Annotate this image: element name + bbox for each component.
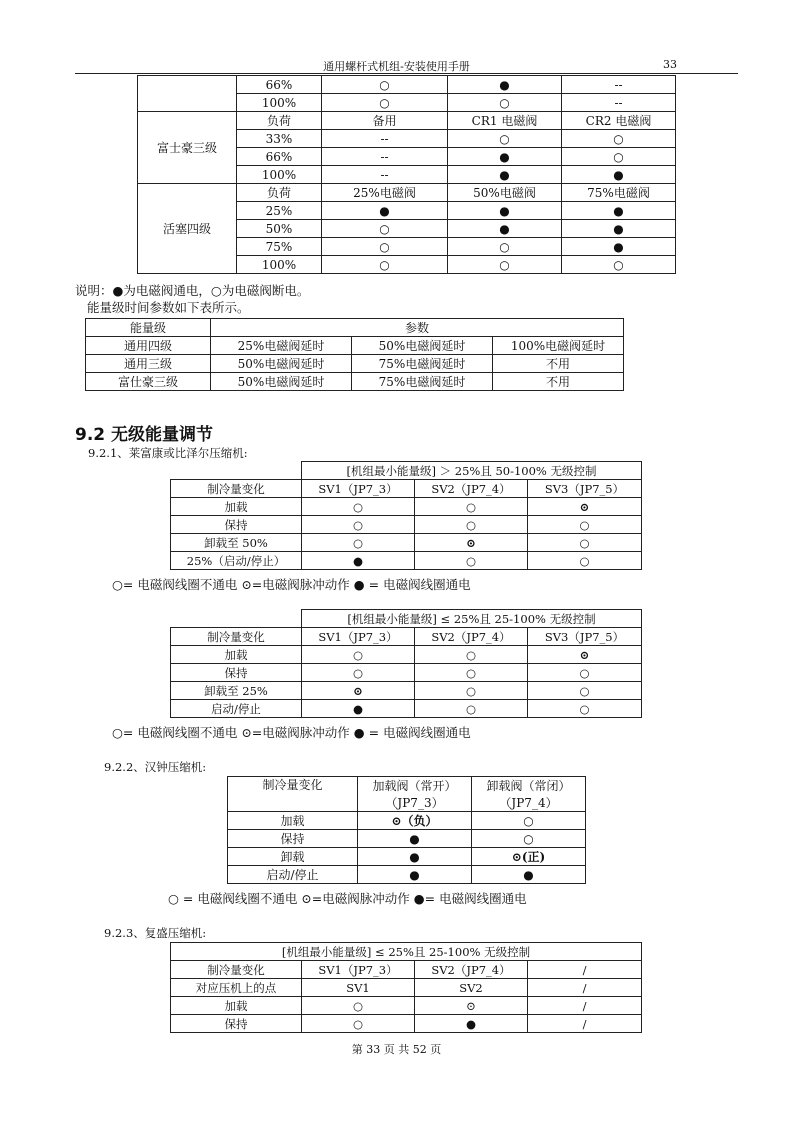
table-cell: 加载 (171, 997, 302, 1015)
table-row (171, 480, 642, 498)
table-cell: ○ (528, 516, 642, 534)
table-row (171, 516, 642, 534)
table-header-cell: SV2（JP7_4） (415, 961, 528, 979)
table-row (138, 184, 676, 202)
table-cell: ● (448, 148, 562, 166)
energy-timing-table (85, 318, 624, 391)
table-cell: 卸载至 25% (171, 682, 302, 700)
table-cell: ○ (472, 830, 586, 848)
table-cell: ● (448, 220, 562, 238)
table-cell: ○ (322, 256, 448, 274)
table-cell: 加载 (171, 498, 302, 516)
table-cell: ○ (322, 94, 448, 112)
section-title: 9.2 无级能量调节 (75, 425, 214, 445)
table-cell: 50%电磁阀延时 (211, 373, 352, 391)
table-cell: ⊙ (302, 682, 415, 700)
table-cell: ○ (415, 700, 528, 718)
table-row (86, 355, 624, 373)
table-cell: 负荷 (237, 112, 322, 130)
header-rule (75, 73, 738, 74)
table-cell: 50%电磁阀 (448, 184, 562, 202)
table-cell: ● (562, 238, 676, 256)
subsection-title: 9.2.1、莱富康或比泽尔压缩机: (88, 446, 248, 460)
table-row (228, 777, 586, 795)
table-header-cell: SV1（JP7_3） (302, 628, 415, 646)
table-cell: 保持 (171, 516, 302, 534)
table-header-cell: 制冷量变化 (171, 628, 302, 646)
table-cell: ● (562, 166, 676, 184)
table-cell: ○ (448, 94, 562, 112)
table-header-cell: 加载阀（常开） (358, 777, 472, 795)
table-cell: ○ (322, 76, 448, 94)
page-footer: 第 33 页 共 52 页 (351, 1043, 442, 1056)
subsection-title: 9.2.2、汉钟压缩机: (104, 760, 207, 774)
table-cell: 卸载至 50% (171, 534, 302, 552)
table-cell: ○ (302, 997, 415, 1015)
table-cell: ○ (415, 682, 528, 700)
table-row (171, 534, 642, 552)
table-row (171, 664, 642, 682)
table-header-cell: 制冷量变化 (228, 777, 358, 812)
table-cell: SV2 (415, 979, 528, 997)
table-cell: 100% (237, 166, 322, 184)
table-cell: / (528, 979, 642, 997)
table-cell: 备用 (322, 112, 448, 130)
table-cell: ○ (448, 256, 562, 274)
table-cell: ⊙ (528, 646, 642, 664)
table-cell: 100% (237, 256, 322, 274)
table-cell: 通用三级 (86, 355, 211, 373)
table-header-cell: SV3（JP7_5） (528, 480, 642, 498)
table-cell: SV1 (302, 979, 415, 997)
table-cell: ⊙ (415, 534, 528, 552)
table-row (228, 848, 586, 866)
table-row (171, 979, 642, 997)
group-label-fuji: 富士豪三级 (138, 112, 237, 184)
table-cell: / (528, 997, 642, 1015)
table-row (171, 943, 642, 961)
legend-line: ○= 电磁阀线圈不通电 ⊙=电磁阀脉冲动作 ● = 电磁阀线圈通电 (112, 577, 471, 592)
table-row (171, 997, 642, 1015)
table-cell: 保持 (171, 1015, 302, 1033)
table-cell: 75%电磁阀 (562, 184, 676, 202)
table-cell: -- (562, 94, 676, 112)
table-cell: ○ (472, 812, 586, 830)
table-cell: 对应压机上的点 (171, 979, 302, 997)
running-header-page-number: 33 (663, 58, 677, 71)
table-row (138, 112, 676, 130)
table-title-cell: [机组最小能量级] ≤ 25%且 25-100% 无级控制 (302, 610, 642, 628)
table-cell: ● (302, 700, 415, 718)
table-cell: ● (562, 202, 676, 220)
table-cell: ● (472, 866, 586, 884)
table-row (171, 498, 642, 516)
table-cell: 100% (237, 94, 322, 112)
table-row (171, 552, 642, 570)
table-cell: ⊙ (528, 498, 642, 516)
table-cell: ○ (302, 1015, 415, 1033)
table-header-cell: 制冷量变化 (171, 480, 302, 498)
table-cell: 66% (237, 76, 322, 94)
table-cell: ○ (415, 516, 528, 534)
table-cell: ⊙ (415, 997, 528, 1015)
table-header-cell: SV1（JP7_3） (302, 480, 415, 498)
table-cell: 加载 (171, 646, 302, 664)
table-cell: 启动/停止 (228, 866, 358, 884)
table-title-cell: [机组最小能量级] ≤ 25%且 25-100% 无级控制 (171, 943, 642, 961)
table-cell: 33% (237, 130, 322, 148)
table-cell: 75%电磁阀延时 (352, 355, 493, 373)
table-row (86, 319, 624, 337)
table-cell: 25%（启动/停止） (171, 552, 302, 570)
table-cell: ○ (528, 664, 642, 682)
table-row (171, 1015, 642, 1033)
table-cell: ○ (562, 256, 676, 274)
table-cell: ○ (415, 646, 528, 664)
subsection-title: 9.2.3、复盛压缩机: (104, 926, 207, 940)
table-cell: ○ (322, 238, 448, 256)
table-cell: ○ (448, 130, 562, 148)
table-row (171, 628, 642, 646)
table-cell: 不用 (493, 355, 624, 373)
table-header-cell: SV1（JP7_3） (302, 961, 415, 979)
table-header-cell: / (528, 961, 642, 979)
table-header-cell: （JP7_4） (472, 794, 586, 812)
table-row (171, 961, 642, 979)
table-cell: ○ (562, 148, 676, 166)
table-cell: ● (448, 166, 562, 184)
table-cell: ○ (528, 534, 642, 552)
table-cell: ○ (302, 498, 415, 516)
legend-line: ○= 电磁阀线圈不通电 ⊙=电磁阀脉冲动作 ● = 电磁阀线圈通电 (112, 725, 471, 740)
table-cell: 100%电磁阀延时 (493, 337, 624, 355)
table-cell: 负荷 (237, 184, 322, 202)
table-cell: 启动/停止 (171, 700, 302, 718)
table-header-cell: SV2（JP7_4） (415, 628, 528, 646)
table-cell-empty (171, 462, 302, 480)
table-cell: -- (322, 148, 448, 166)
table-cell-empty (171, 610, 302, 628)
stepless-table-25 (170, 609, 642, 718)
table-row (86, 337, 624, 355)
table-cell: -- (322, 130, 448, 148)
table-cell: ○ (302, 664, 415, 682)
table-cell: 通用四级 (86, 337, 211, 355)
table-row (171, 610, 642, 628)
hanbell-table (227, 776, 586, 884)
table-cell: ○ (302, 646, 415, 664)
table-cell: ○ (528, 700, 642, 718)
fusheng-table (170, 942, 642, 1033)
table-header-cell: （JP7_3） (358, 794, 472, 812)
legend-line: ○ = 电磁阀线圈不通电 ⊙=电磁阀脉冲动作 ●= 电磁阀线圈通电 (168, 891, 527, 906)
table-cell: 50%电磁阀延时 (352, 337, 493, 355)
table-cell: ○ (448, 238, 562, 256)
table-cell: ⊙（负） (358, 812, 472, 830)
table-cell-empty (138, 76, 237, 112)
table-cell: ● (415, 1015, 528, 1033)
table-cell: ● (448, 202, 562, 220)
table-cell: CR2 电磁阀 (562, 112, 676, 130)
table-cell: ○ (415, 664, 528, 682)
table-cell: 不用 (493, 373, 624, 391)
legend-note: 说明：●为电磁阀通电，○为电磁阀断电。 (75, 283, 310, 298)
table-cell: 25%电磁阀延时 (211, 337, 352, 355)
table-title-cell: [机组最小能量级] ＞ 25%且 50-100% 无级控制 (302, 462, 642, 480)
table-cell: ○ (562, 130, 676, 148)
table-cell: ● (448, 76, 562, 94)
table-cell: / (528, 1015, 642, 1033)
table-row (228, 812, 586, 830)
table-cell: 保持 (171, 664, 302, 682)
table-cell: ○ (415, 498, 528, 516)
table-cell: -- (562, 76, 676, 94)
table-cell: CR1 电磁阀 (448, 112, 562, 130)
table-cell: 卸载 (228, 848, 358, 866)
table-cell: 25%电磁阀 (322, 184, 448, 202)
table-cell: -- (322, 166, 448, 184)
table-cell: ● (358, 866, 472, 884)
table-cell: 75% (237, 238, 322, 256)
table-cell: 富仕豪三级 (86, 373, 211, 391)
table-row (228, 830, 586, 848)
table-row (171, 682, 642, 700)
table-cell: ○ (415, 552, 528, 570)
group-label-piston: 活塞四级 (138, 184, 237, 274)
table-header-cell: SV3（JP7_5） (528, 628, 642, 646)
timing-intro: 能量级时间参数如下表所示。 (87, 300, 250, 315)
table-cell: ● (358, 848, 472, 866)
table-cell: ● (358, 830, 472, 848)
table-cell: 25% (237, 202, 322, 220)
table-cell: ● (302, 552, 415, 570)
table-row (171, 462, 642, 480)
table-cell: ⊙(正) (472, 848, 586, 866)
table-cell: ○ (302, 516, 415, 534)
table-header-cell: 能量级 (86, 319, 211, 337)
table-row (171, 646, 642, 664)
table-header-cell: 参数 (211, 319, 624, 337)
table-cell: 50%电磁阀延时 (211, 355, 352, 373)
table-cell: 66% (237, 148, 322, 166)
table-cell: ○ (528, 682, 642, 700)
table-cell: ● (322, 202, 448, 220)
running-header-title: 通用螺杆式机组-安装使用手册 (323, 60, 470, 73)
table-row (228, 866, 586, 884)
energy-level-table (137, 75, 676, 274)
table-cell: 保持 (228, 830, 358, 848)
table-row (171, 700, 642, 718)
table-cell: ● (562, 220, 676, 238)
table-header-cell: SV2（JP7_4） (415, 480, 528, 498)
table-cell: ○ (322, 220, 448, 238)
table-header-cell: 制冷量变化 (171, 961, 302, 979)
table-row (138, 76, 676, 94)
table-header-cell: 卸载阀（常闭） (472, 777, 586, 795)
table-cell: 75%电磁阀延时 (352, 373, 493, 391)
table-cell: ○ (528, 552, 642, 570)
stepless-table-50 (170, 461, 642, 570)
table-cell: ○ (302, 534, 415, 552)
table-cell: 加载 (228, 812, 358, 830)
table-cell: 50% (237, 220, 322, 238)
table-row (86, 373, 624, 391)
